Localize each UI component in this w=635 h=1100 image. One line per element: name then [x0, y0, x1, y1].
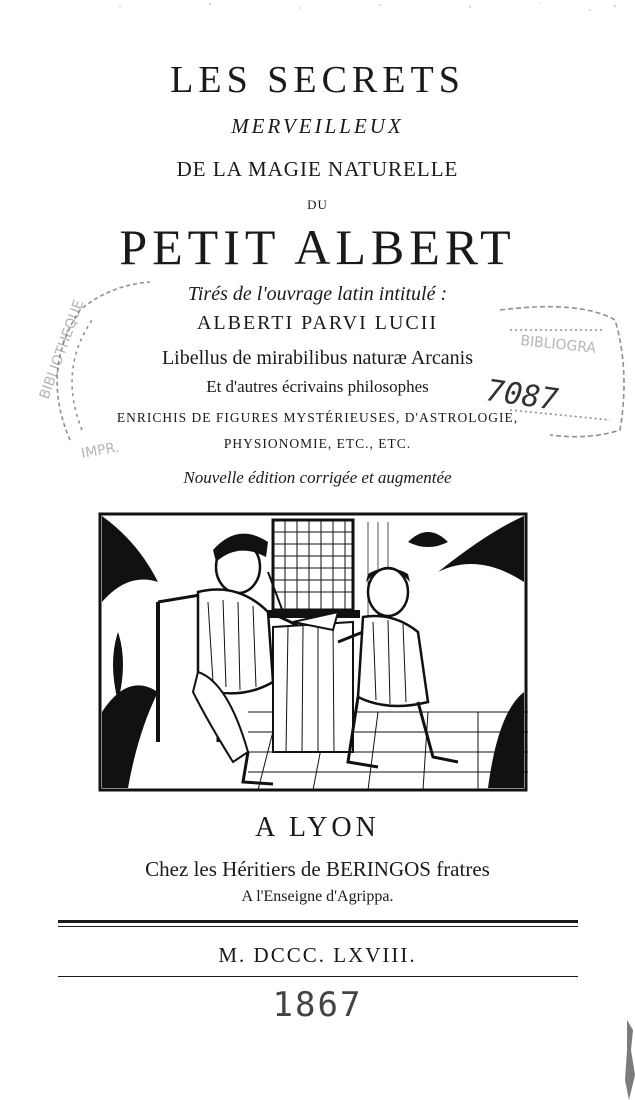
subtitle-ecrivains: Et d'autres écrivains philosophes [206, 377, 429, 396]
subtitle-nouvelle-edition: Nouvelle édition corrigée et augmentée [183, 468, 452, 487]
top-edge-speckle [0, 0, 635, 40]
subtitle-physionomie: PHYSIONOMIE, ETC., ETC. [223, 436, 412, 451]
table [273, 612, 353, 752]
title-line-merveilleux: MERVEILLEUX [231, 114, 404, 138]
subtitle-alberti: ALBERTI PARVI LUCII [196, 312, 439, 334]
woodcut-illustration [98, 512, 528, 792]
page-edge-mark [605, 1020, 635, 1100]
subtitle-enrichis: ENRICHIS DE FIGURES MYSTÉRIEUSES, D'ASTROLOGIE, [116, 410, 519, 425]
subtitle-libellus: Libellus de mirabilibus naturæ Arcanis [161, 347, 474, 369]
title-line-du: DU [307, 197, 328, 212]
publisher-city: A LYON [255, 812, 380, 843]
divider-thin [58, 926, 578, 927]
subtitle-tires: Tirés de l'ouvrage latin intitulé : [187, 283, 448, 305]
title-line-magie-naturelle: DE LA MAGIE NATURELLE [176, 157, 459, 181]
handwritten-year: 1867 [272, 985, 363, 1025]
svg-text:BIBLIOTHEQUE: BIBLIOTHEQUE [36, 297, 88, 402]
divider-thick [58, 920, 578, 923]
svg-text:BIBLIOGRA: BIBLIOGRA [519, 333, 597, 357]
title-line-les-secrets: LES SECRETS [170, 59, 465, 101]
divider-bottom [58, 976, 578, 977]
stamp-number: 7087 [483, 373, 561, 418]
publisher-sign: A l'Enseigne d'Agrippa. [241, 888, 394, 905]
publication-date: M. DCCC. LXVIII. [218, 943, 417, 967]
title-line-petit-albert: PETIT ALBERT [119, 219, 516, 275]
svg-text:IMPR.: IMPR. [79, 439, 121, 462]
publisher-name: Chez les Héritiers de BERINGOS fratres [145, 857, 490, 881]
